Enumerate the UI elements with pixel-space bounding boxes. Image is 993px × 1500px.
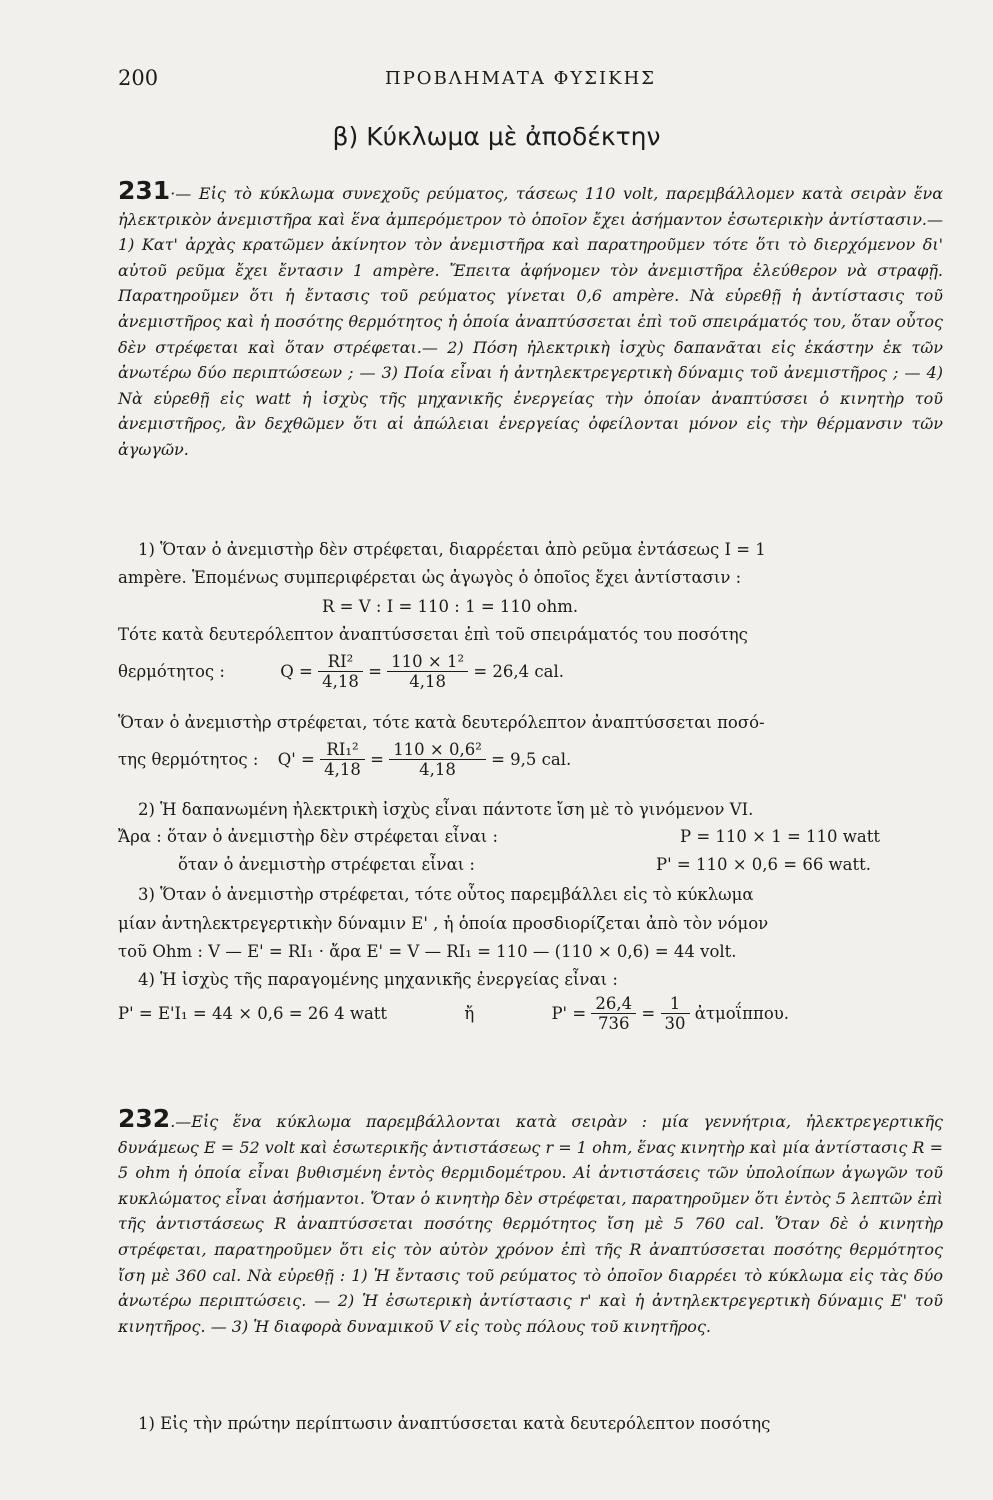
equation-lhs: Q' = bbox=[277, 750, 315, 769]
numerator: RI² bbox=[318, 652, 363, 672]
equals-sign: = bbox=[641, 1004, 656, 1023]
numerator: RI₁² bbox=[320, 740, 365, 760]
equation-lhs: P' = bbox=[551, 1004, 587, 1023]
solution-line: Τότε κατὰ δευτερόλεπτον ἀναπτύσσεται ἐπὶ τοῦ σπειράματός του ποσότης bbox=[118, 625, 748, 644]
denominator: 4,18 bbox=[419, 760, 456, 779]
solution-line: ὅταν ὁ ἀνεμιστὴρ στρέφεται εἶναι : bbox=[178, 855, 475, 874]
equation-lhs: Q = bbox=[280, 662, 313, 681]
problem-232 bbox=[118, 1106, 943, 1339]
numerator: 1 bbox=[661, 994, 690, 1014]
solution-line: 3) Ὅταν ὁ ἀνεμιστὴρ στρέφεται, τότε οὗτος παρεμβάλλει εἰς τὸ κύκλωμα bbox=[138, 885, 754, 904]
solution-line: 1) Ὅταν ὁ ἀνεμιστὴρ δὲν στρέφεται, διαρρέεται ἀπὸ ρεῦμα ἐντάσεως I = 1 bbox=[138, 540, 766, 559]
solution-line: P' = 110 × 0,6 = 66 watt. bbox=[656, 855, 872, 874]
or-word: ἤ bbox=[464, 1004, 475, 1023]
problem-number: 231 bbox=[118, 176, 171, 205]
equation-part: P' = E'I₁ = 44 × 0,6 = 26 4 watt bbox=[118, 1004, 388, 1023]
equation-label: της θερμότητος : bbox=[118, 750, 259, 769]
problem-statement: .—Εἰς ἕνα κύκλωμα παρεμβάλλονται κατὰ σειρὰν : μία γεννήτρια, ἠλεκτρεγερτικῆς δυνάμεως E = 52 volt καὶ ἐσωτερικῆς ἀντιστάσεως r = 1 ohm, ἕνας κινητὴρ καὶ μία ἀντίστασις R = 5 ohm ἡ ὁποία εἶναι βυθισμένη ἐντὸς θερμιδομέτρου. Αἱ ἀντιστάσεις τῶν ὑπολοίπων ἀγωγῶν τοῦ κυκλώματος εἶναι ἀσήμαντοι. Ὅταν ὁ κινητὴρ δὲν στρέφεται, παρατηροῦμεν ὅτι ἐντὸς 5 λεπτῶν ἐπὶ τῆς ἀντιστάσεως R ἀναπτύσσεται ποσότης θερμότητος ἴση μὲ 5 760 cal. Ὅταν δὲ ὁ κινητὴρ στρέφεται, παρατηροῦμεν ὅτι εἰς τὸν αὐτὸν χρόνον ἐπὶ τῆς R ἀναπτύσσεται ποσότης θερμότητος ἴση μὲ 360 cal. Νὰ εὑρεθῇ : 1) Ἡ ἔντασις τοῦ ρεύματος τὸ ὁποῖον διαρρέει τὸ κύκλωμα εἰς τὰς δύο ἀνωτέρω περιπτώσεις. — 2) Ἡ ἐσωτερικὴ ἀντίστασις r' καὶ ἡ ἀντηλεκτρεγερτικὴ δύναμις E' τοῦ κινητῆρος. — 3) Ἡ διαφορὰ δυναμικοῦ V εἰς τοὺς πόλους τοῦ κινητῆρος. bbox=[118, 1112, 943, 1336]
solution-line: τοῦ Ohm : V — E' = RI₁ · ἄρα E' = V — RI₁ = 110 — (110 × 0,6) = 44 volt. bbox=[118, 942, 737, 961]
denominator: 4,18 bbox=[409, 672, 446, 691]
problem-231 bbox=[118, 178, 943, 463]
numerator: 110 × 0,6² bbox=[389, 740, 486, 760]
solution-line: 1) Εἰς τὴν πρώτην περίπτωσιν ἀναπτύσσεται κατὰ δευτερόλεπτον ποσότης bbox=[138, 1414, 771, 1433]
solution-line: P = 110 × 1 = 110 watt bbox=[680, 827, 880, 846]
solution-line: Ὅταν ὁ ἀνεμιστὴρ στρέφεται, τότε κατὰ δευτερόλεπτον ἀναπτύσσεται ποσό- bbox=[118, 713, 765, 732]
fraction bbox=[320, 740, 365, 779]
solution-line: 4) Ἡ ἰσχὺς τῆς παραγομένης μηχανικῆς ἐνεργείας εἶναι : bbox=[138, 970, 618, 989]
problem-statement: ·— Εἰς τὸ κύκλωμα συνεχοῦς ρεύματος, τάσεως 110 volt, παρεμβάλλομεν κατὰ σειρὰν ἕνα ἠλεκτρικὸν ἀνεμιστῆρα καὶ ἕνα ἀμπερόμετρον τὸ ὁποῖον ἔχει ἀσήμαντον ἐσωτερικὴν ἀντίστασιν.— 1) Κατ' ἀρχὰς κρατῶμεν ἀκίνητον τὸν ἀνεμιστῆρα καὶ παρατηροῦμεν τότε ὅτι τὸ διερχόμενον δι' αὐτοῦ ρεῦμα ἔχει ἔντασιν 1 ampère. Ἔπειτα ἀφήνομεν τὸν ἀνεμιστῆρα ἐλεύθερον νὰ στραφῇ. Παρατηροῦμεν ὅτι ἡ ἔντασις τοῦ ρεύματος γίνεται 0,6 ampère. Νὰ εὑρεθῇ ἡ ἀντίστασις τοῦ ἀνεμιστῆρος καὶ ἡ ποσότης θερμότητος ἡ ὁποία ἀναπτύσσεται ἐπὶ τοῦ σπειράματός του, ὅταν οὗτος δὲν στρέφεται καὶ ὅταν στρέφεται.— 2) Πόση ἠλεκτρικὴ ἰσχὺς δαπανᾶται εἰς ἑκάστην ἐκ τῶν ἀνωτέρω δύο περιπτώσεων ; — 3) Ποία εἶναι ἡ ἀντηλεκτρεγερτικὴ δύναμις τοῦ ἀνεμιστῆρος ; — 4) Νὰ εὑρεθῇ εἰς watt ἡ ἰσχὺς τῆς μηχανικῆς ἐνεργείας τὴν ὁποίαν ἀναπτύσσει ὁ κινητὴρ τοῦ ἀνεμιστῆρος, ἂν δεχθῶμεν ὅτι αἱ ἀπώλειαι ἐνεργείας ὀφείλονται μόνον εἰς τὴν θέρμανσιν τῶν ἀγωγῶν. bbox=[118, 184, 943, 459]
fraction bbox=[661, 994, 690, 1033]
equation-q-prime bbox=[118, 740, 571, 779]
problem-number: 232 bbox=[118, 1104, 171, 1133]
numerator: 110 × 1² bbox=[387, 652, 468, 672]
fraction bbox=[318, 652, 363, 691]
equation-result: = 9,5 cal. bbox=[491, 750, 572, 769]
fraction bbox=[387, 652, 468, 691]
equals-sign: = bbox=[368, 662, 382, 681]
solution-line: Ἄρα : ὅταν ὁ ἀνεμιστὴρ δὲν στρέφεται εἶναι : bbox=[118, 827, 499, 846]
denominator: 736 bbox=[598, 1014, 630, 1033]
solution-line: μίαν ἀντηλεκτρεγερτικὴν δύναμιν E' , ἡ ὁποία προσδιορίζεται ἀπὸ τὸν νόμον bbox=[118, 914, 769, 933]
denominator: 4,18 bbox=[322, 672, 359, 691]
page-number: 200 bbox=[118, 66, 159, 90]
equation-q bbox=[118, 652, 564, 691]
solution-line: ampère. Ἑπομένως συμπεριφέρεται ὡς ἀγωγὸς ὁ ὁποῖος ἔχει ἀντίστασιν : bbox=[118, 568, 742, 587]
equation-p-prime bbox=[118, 994, 789, 1033]
equals-sign: = bbox=[370, 750, 384, 769]
equation-label: θερμότητος : bbox=[118, 662, 225, 681]
denominator: 4,18 bbox=[324, 760, 361, 779]
page-header bbox=[118, 66, 923, 96]
denominator: 30 bbox=[664, 1014, 686, 1033]
section-title: β) Κύκλωμα μὲ ἀποδέκτην bbox=[332, 122, 661, 151]
fraction bbox=[591, 994, 636, 1033]
solution-line: R = V : I = 110 : 1 = 110 ohm. bbox=[322, 597, 579, 616]
unit: ἀτμοΐππου. bbox=[694, 1004, 790, 1023]
fraction bbox=[389, 740, 486, 779]
running-title: ΠΡΟΒΛΗΜΑΤΑ ΦΥΣΙΚΗΣ bbox=[385, 68, 656, 89]
equation-result: = 26,4 cal. bbox=[473, 662, 564, 681]
numerator: 26,4 bbox=[591, 994, 636, 1014]
solution-line: 2) Ἡ δαπανωμένη ἠλεκτρικὴ ἰσχὺς εἶναι πάντοτε ἴση μὲ τὸ γινόμενον VI. bbox=[138, 800, 754, 819]
